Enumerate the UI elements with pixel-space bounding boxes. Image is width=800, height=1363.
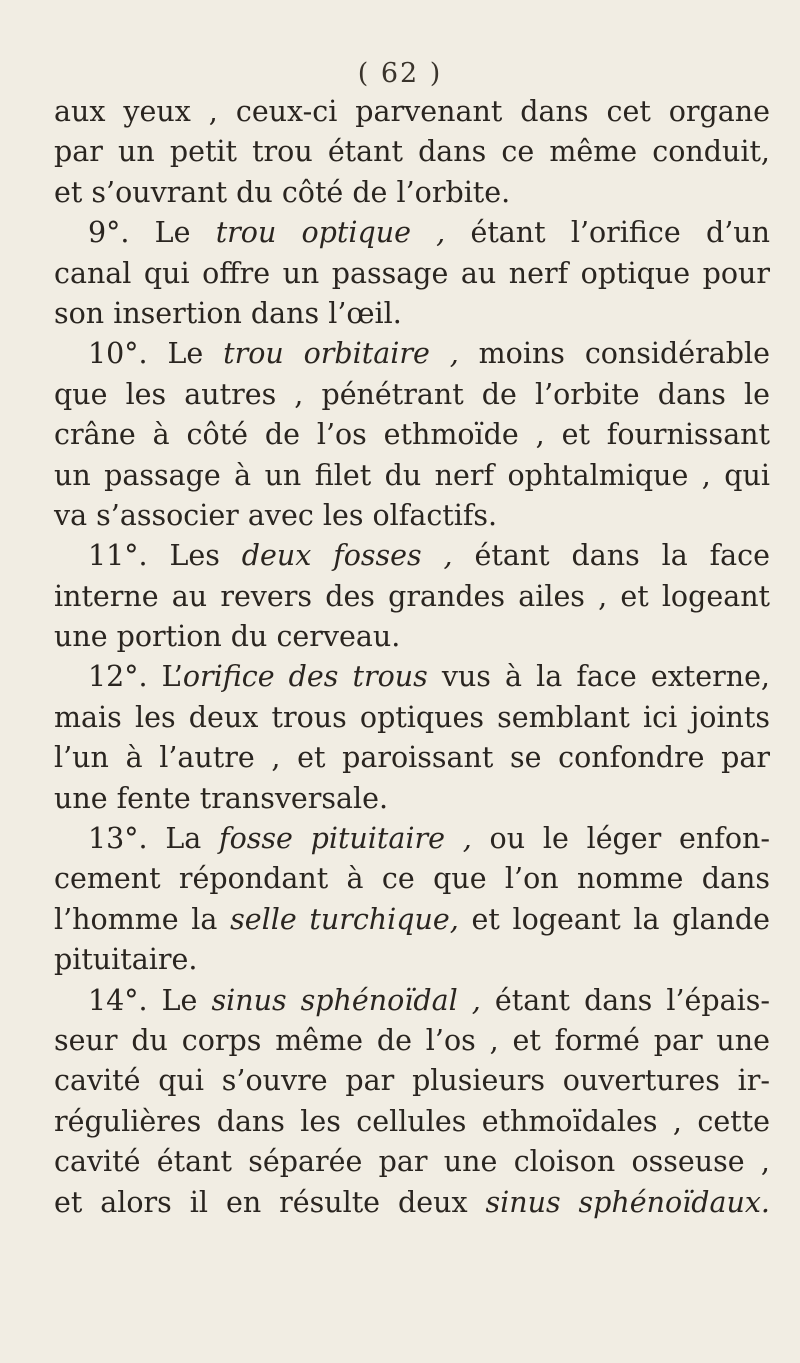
text-line	[54, 779, 770, 819]
text-run: 12°. L’	[88, 660, 183, 694]
text-line	[54, 981, 770, 1021]
text-run: une fente transversale.	[54, 781, 389, 815]
text-line	[54, 173, 770, 213]
text-line	[54, 1061, 770, 1101]
text-line	[54, 132, 770, 172]
text-run: moins considérable	[458, 337, 770, 371]
text-run: étant dans la face	[452, 539, 770, 573]
text-line	[54, 254, 770, 294]
text-run: étant l’orifice d’un	[445, 216, 770, 250]
text-run: son insertion dans l’œil.	[54, 296, 402, 330]
text-line	[54, 577, 770, 617]
text-line	[54, 1183, 770, 1223]
text-run: ou le léger enfon-	[471, 822, 770, 856]
text-run: 11°. Les	[88, 539, 242, 573]
text-line	[54, 334, 770, 374]
italic-term: orifice des trous	[182, 660, 428, 694]
text-line	[54, 738, 770, 778]
text-line	[54, 900, 770, 940]
text-line	[54, 456, 770, 496]
text-line	[54, 1021, 770, 1061]
text-run: cavité étant séparée par une cloison osseuse ,	[54, 1145, 770, 1179]
text-line	[54, 859, 770, 899]
text-run: aux yeux , ceux-ci parvenant dans cet organe	[54, 95, 770, 128]
text-run: un passage à un filet du nerf ophtalmique , qui	[54, 458, 770, 492]
text-line	[54, 536, 770, 576]
text-run: interne au revers des grandes ailes , et logeant	[54, 579, 770, 613]
text-run: va s’associer avec les olfactifs.	[54, 498, 498, 532]
italic-term: fosse pituitaire ,	[219, 822, 472, 856]
text-run: seur du corps même de l’os , et formé par une	[54, 1023, 770, 1057]
body-text	[54, 92, 770, 1223]
text-line	[54, 213, 770, 253]
text-run: que les autres , pénétrant de l’orbite dans le	[54, 377, 770, 411]
italic-term: sinus sphénoïdaux.	[485, 1185, 770, 1219]
text-line	[54, 92, 770, 132]
italic-term: sinus sphénoïdal ,	[211, 983, 481, 1017]
text-line	[54, 375, 770, 415]
text-run: 14°. Le	[88, 983, 212, 1017]
text-line	[54, 294, 770, 334]
italic-term: trou optique ,	[215, 216, 446, 250]
text-line	[54, 698, 770, 738]
text-run: étant dans l’épais-	[480, 983, 770, 1017]
italic-term: selle turchique,	[230, 902, 459, 936]
text-run: 9°. Le	[88, 216, 216, 250]
text-run: canal qui offre un passage au nerf optique pour	[54, 256, 770, 290]
text-run: une portion du cerveau.	[54, 620, 401, 654]
text-run: et s’ouvrant du côté de l’orbite.	[54, 175, 511, 209]
text-run: par un petit trou étant dans ce même conduit,	[54, 135, 770, 169]
text-run: l’homme la	[54, 902, 231, 936]
italic-term: trou orbitaire ,	[223, 337, 459, 371]
text-run: et logeant la glande	[458, 902, 770, 936]
text-line	[54, 415, 770, 455]
text-run: régulières dans les cellules ethmoïdales , cette	[54, 1104, 770, 1138]
page-number: ( 62 )	[357, 58, 443, 89]
italic-term: deux fosses ,	[241, 539, 453, 573]
text-line	[54, 1102, 770, 1142]
text-run: 13°. La	[88, 822, 220, 856]
text-line	[54, 940, 770, 980]
text-run: crâne à côté de l’os ethmoïde , et fournissant	[54, 418, 770, 452]
text-line	[54, 617, 770, 657]
text-line	[54, 1142, 770, 1182]
text-line	[54, 819, 770, 859]
text-line	[54, 496, 770, 536]
text-run: vus à la face externe,	[427, 660, 770, 694]
text-line	[54, 657, 770, 697]
text-run: cement répondant à ce que l’on nomme dans	[54, 862, 770, 896]
text-run: mais les deux trous optiques semblant ici joints	[54, 700, 770, 734]
text-run: 10°. Le	[88, 337, 224, 371]
text-run: pituitaire.	[54, 943, 198, 977]
text-run: et alors il en résulte deux	[54, 1185, 486, 1219]
text-run: cavité qui s’ouvre par plusieurs ouvertures ir-	[54, 1064, 770, 1098]
text-run: l’un à l’autre , et paroissant se confondre par	[54, 741, 770, 775]
